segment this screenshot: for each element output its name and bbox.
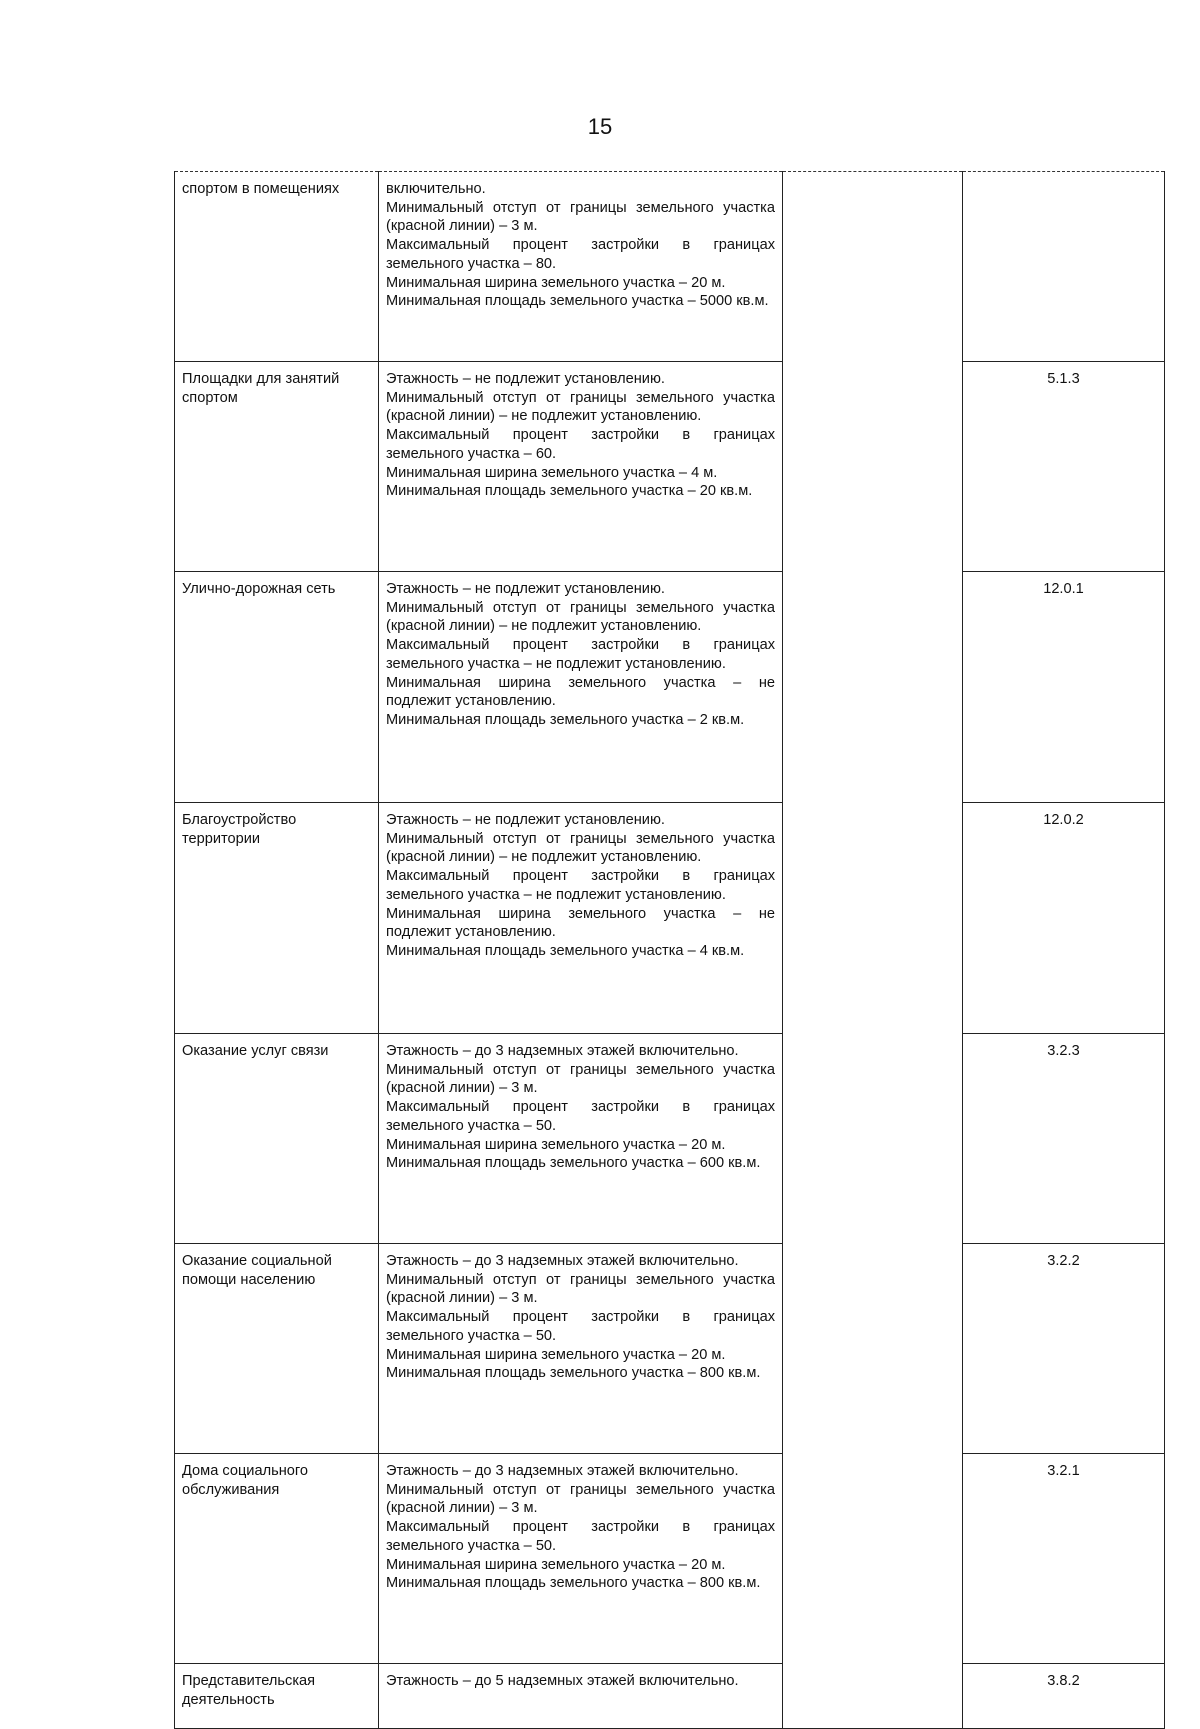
table-row xyxy=(175,1244,1165,1454)
parameter-line: Минимальная ширина земельного участка – не подлежит установлению. xyxy=(386,905,775,941)
parameter-line: Минимальный отступ от границы земельного участка (красной линии) – не подлежит установлению. xyxy=(386,830,775,866)
parameter-line: Этажность – до 3 надземных этажей включительно. xyxy=(386,1043,739,1059)
parameter-line: Максимальный процент застройки в границах земельного участка – 50. xyxy=(386,1099,775,1134)
parameter-line: включительно. xyxy=(386,181,486,197)
parameters-cell xyxy=(379,803,783,1034)
parameter-line: Минимальная площадь земельного участка – 600 кв.м. xyxy=(386,1155,761,1172)
parameter-line: Максимальный процент застройки в границах земельного участка – не подлежит установлению. xyxy=(386,868,775,903)
classifier-code-cell: 5.1.3 xyxy=(963,362,1165,572)
parameter-line: Минимальный отступ от границы земельного участка (красной линии) – 3 м. xyxy=(386,1061,775,1097)
page-number: 15 xyxy=(587,114,613,139)
parameter-line: Минимальный отступ от границы земельного участка (красной линии) – 3 м. xyxy=(386,199,775,235)
land-use-name-cell: Дома социального обслуживания xyxy=(175,1454,379,1664)
parameters-cell xyxy=(379,362,783,572)
parameter-line: Минимальная ширина земельного участка – 20 м. xyxy=(386,274,726,291)
parameter-line: Этажность – не подлежит установлению. xyxy=(386,812,665,828)
parameter-line: Максимальный процент застройки в границах земельного участка – 50. xyxy=(386,1309,775,1344)
parameter-line: Минимальная площадь земельного участка – 5000 кв.м. xyxy=(386,293,769,310)
parameter-line: Минимальная ширина земельного участка – не подлежит установлению. xyxy=(386,674,775,710)
parameter-line: Минимальная ширина земельного участка – 20 м. xyxy=(386,1136,726,1153)
parameter-line: Минимальный отступ от границы земельного участка (красной линии) – не подлежит установлению. xyxy=(386,389,775,425)
parameter-line: Минимальная площадь земельного участка – 4 кв.м. xyxy=(386,942,745,959)
land-use-name-cell: Благоустройство территории xyxy=(175,803,379,1034)
classifier-code-cell: 3.2.1 xyxy=(963,1454,1165,1664)
parameter-line: Максимальный процент застройки в границах земельного участка – 60. xyxy=(386,427,775,462)
table-body xyxy=(175,172,1165,1729)
parameter-line: Минимальный отступ от границы земельного участка (красной линии) – не подлежит установлению. xyxy=(386,599,775,635)
regulations-table xyxy=(174,171,1165,1729)
parameters-cell xyxy=(379,1244,783,1454)
parameter-line: Минимальный отступ от границы земельного участка (красной линии) – 3 м. xyxy=(386,1271,775,1307)
classifier-code-cell: 12.0.2 xyxy=(963,803,1165,1034)
classifier-code-cell: 3.2.3 xyxy=(963,1034,1165,1244)
land-use-name-cell: Оказание услуг связи xyxy=(175,1034,379,1244)
parameter-line: Этажность – до 3 надземных этажей включительно. xyxy=(386,1253,739,1269)
parameter-line: Минимальная площадь земельного участка – 2 кв.м. xyxy=(386,711,745,728)
parameters-cell xyxy=(379,572,783,803)
parameter-line: Минимальная ширина земельного участка – 20 м. xyxy=(386,1346,726,1363)
classifier-code-cell xyxy=(963,172,1165,362)
table-row xyxy=(175,172,1165,362)
land-use-name-cell: спортом в помещениях xyxy=(175,172,379,362)
parameter-line: Максимальный процент застройки в границах земельного участка – 50. xyxy=(386,1519,775,1554)
table-row xyxy=(175,1664,1165,1729)
table-row xyxy=(175,1034,1165,1244)
table-row xyxy=(175,572,1165,803)
parameters-cell xyxy=(379,1034,783,1244)
parameter-line: Минимальная площадь земельного участка – 800 кв.м. xyxy=(386,1575,761,1592)
classifier-code-cell: 3.8.2 xyxy=(963,1664,1165,1729)
parameter-line: Этажность – до 5 надземных этажей включительно. xyxy=(386,1673,739,1689)
land-use-name-cell: Оказание социальной помощи населению xyxy=(175,1244,379,1454)
parameter-line: Минимальная площадь земельного участка – 20 кв.м. xyxy=(386,483,753,500)
parameters-cell xyxy=(379,172,783,362)
land-use-name-cell: Площадки для занятий спортом xyxy=(175,362,379,572)
parameter-line: Этажность – не подлежит установлению. xyxy=(386,581,665,597)
land-use-name-cell: Представительская деятельность xyxy=(175,1664,379,1729)
parameter-line: Этажность – до 3 надземных этажей включительно. xyxy=(386,1463,739,1479)
classifier-code-cell: 3.2.2 xyxy=(963,1244,1165,1454)
classifier-code-cell: 12.0.1 xyxy=(963,572,1165,803)
empty-merged-cell xyxy=(783,172,963,1729)
parameter-line: Минимальная ширина земельного участка – 4 м. xyxy=(386,464,718,481)
land-use-name-cell: Улично-дорожная сеть xyxy=(175,572,379,803)
parameter-line: Минимальный отступ от границы земельного участка (красной линии) – 3 м. xyxy=(386,1481,775,1517)
parameter-line: Максимальный процент застройки в границах земельного участка – 80. xyxy=(386,237,775,272)
parameter-line: Этажность – не подлежит установлению. xyxy=(386,371,665,387)
parameters-cell xyxy=(379,1454,783,1664)
table-row xyxy=(175,803,1165,1034)
parameter-line: Минимальная ширина земельного участка – 20 м. xyxy=(386,1556,726,1573)
table-row xyxy=(175,1454,1165,1664)
parameter-line: Минимальная площадь земельного участка – 800 кв.м. xyxy=(386,1365,761,1382)
parameters-cell xyxy=(379,1664,783,1729)
table-row xyxy=(175,362,1165,572)
parameter-line: Максимальный процент застройки в границах земельного участка – не подлежит установлению. xyxy=(386,637,775,672)
